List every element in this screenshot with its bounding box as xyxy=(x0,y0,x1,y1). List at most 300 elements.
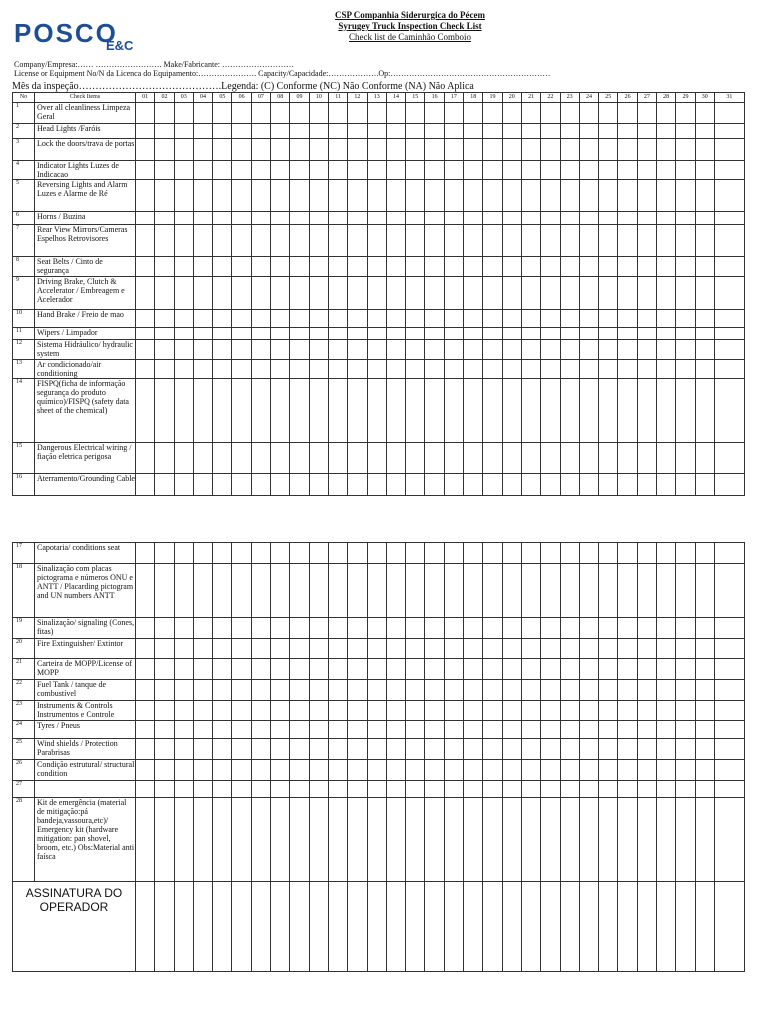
day-check-cell[interactable] xyxy=(290,360,309,379)
day-check-cell[interactable] xyxy=(599,721,618,739)
day-check-cell[interactable] xyxy=(618,360,637,379)
day-check-cell[interactable] xyxy=(367,543,386,564)
day-check-cell[interactable] xyxy=(579,257,598,277)
day-check-cell[interactable] xyxy=(560,781,579,798)
day-check-cell[interactable] xyxy=(579,379,598,443)
day-check-cell[interactable] xyxy=(271,680,290,701)
day-check-cell[interactable] xyxy=(502,360,521,379)
signature-cell[interactable] xyxy=(618,882,637,972)
day-check-cell[interactable] xyxy=(695,379,714,443)
day-check-cell[interactable] xyxy=(348,543,367,564)
day-check-cell[interactable] xyxy=(232,564,251,618)
day-check-cell[interactable] xyxy=(328,139,347,161)
day-check-cell[interactable] xyxy=(406,139,425,161)
day-check-cell[interactable] xyxy=(251,739,270,760)
day-check-cell[interactable] xyxy=(309,798,328,882)
day-check-cell[interactable] xyxy=(579,659,598,680)
day-check-cell[interactable] xyxy=(271,760,290,781)
day-check-cell[interactable] xyxy=(309,360,328,379)
day-check-cell[interactable] xyxy=(136,124,155,139)
day-check-cell[interactable] xyxy=(676,781,695,798)
day-check-cell[interactable] xyxy=(367,781,386,798)
day-check-cell[interactable] xyxy=(425,739,444,760)
day-check-cell[interactable] xyxy=(213,639,232,659)
day-check-cell[interactable] xyxy=(637,781,656,798)
day-check-cell[interactable] xyxy=(155,781,174,798)
day-check-cell[interactable] xyxy=(386,340,405,360)
day-check-cell[interactable] xyxy=(425,798,444,882)
day-check-cell[interactable] xyxy=(232,739,251,760)
day-check-cell[interactable] xyxy=(348,360,367,379)
day-check-cell[interactable] xyxy=(502,328,521,340)
day-check-cell[interactable] xyxy=(444,639,463,659)
day-check-cell[interactable] xyxy=(251,618,270,639)
day-check-cell[interactable] xyxy=(309,781,328,798)
day-check-cell[interactable] xyxy=(348,701,367,721)
signature-cell[interactable] xyxy=(521,882,540,972)
day-check-cell[interactable] xyxy=(328,257,347,277)
day-check-cell[interactable] xyxy=(444,659,463,680)
day-check-cell[interactable] xyxy=(599,618,618,639)
day-check-cell[interactable] xyxy=(541,564,560,618)
day-check-cell[interactable] xyxy=(174,680,193,701)
day-check-cell[interactable] xyxy=(155,328,174,340)
day-check-cell[interactable] xyxy=(657,618,676,639)
day-check-cell[interactable] xyxy=(502,161,521,180)
day-check-cell[interactable] xyxy=(213,680,232,701)
day-check-cell[interactable] xyxy=(213,225,232,257)
day-check-cell[interactable] xyxy=(541,798,560,882)
day-check-cell[interactable] xyxy=(637,760,656,781)
day-check-cell[interactable] xyxy=(579,680,598,701)
day-check-cell[interactable] xyxy=(444,721,463,739)
day-check-cell[interactable] xyxy=(348,639,367,659)
day-check-cell[interactable] xyxy=(193,639,212,659)
day-check-cell[interactable] xyxy=(155,659,174,680)
day-check-cell[interactable] xyxy=(695,257,714,277)
day-check-cell[interactable] xyxy=(174,781,193,798)
day-check-cell[interactable] xyxy=(560,328,579,340)
day-check-cell[interactable] xyxy=(290,564,309,618)
day-check-cell[interactable] xyxy=(155,701,174,721)
day-check-cell[interactable] xyxy=(174,257,193,277)
day-check-cell[interactable] xyxy=(579,618,598,639)
day-check-cell[interactable] xyxy=(637,225,656,257)
day-check-cell[interactable] xyxy=(579,721,598,739)
day-check-cell[interactable] xyxy=(348,310,367,328)
day-check-cell[interactable] xyxy=(386,225,405,257)
day-check-cell[interactable] xyxy=(676,124,695,139)
day-check-cell[interactable] xyxy=(599,103,618,124)
day-check-cell[interactable] xyxy=(348,443,367,474)
day-check-cell[interactable] xyxy=(193,701,212,721)
day-check-cell[interactable] xyxy=(714,680,744,701)
day-check-cell[interactable] xyxy=(193,103,212,124)
day-check-cell[interactable] xyxy=(676,212,695,225)
day-check-cell[interactable] xyxy=(599,474,618,496)
day-check-cell[interactable] xyxy=(579,103,598,124)
day-check-cell[interactable] xyxy=(251,659,270,680)
day-check-cell[interactable] xyxy=(406,701,425,721)
day-check-cell[interactable] xyxy=(406,680,425,701)
day-check-cell[interactable] xyxy=(309,124,328,139)
day-check-cell[interactable] xyxy=(714,103,744,124)
day-check-cell[interactable] xyxy=(483,225,502,257)
day-check-cell[interactable] xyxy=(309,161,328,180)
day-check-cell[interactable] xyxy=(232,781,251,798)
day-check-cell[interactable] xyxy=(502,739,521,760)
day-check-cell[interactable] xyxy=(232,124,251,139)
day-check-cell[interactable] xyxy=(136,760,155,781)
day-check-cell[interactable] xyxy=(464,212,483,225)
day-check-cell[interactable] xyxy=(328,701,347,721)
day-check-cell[interactable] xyxy=(483,379,502,443)
day-check-cell[interactable] xyxy=(464,474,483,496)
day-check-cell[interactable] xyxy=(348,328,367,340)
day-check-cell[interactable] xyxy=(483,474,502,496)
day-check-cell[interactable] xyxy=(136,257,155,277)
day-check-cell[interactable] xyxy=(579,124,598,139)
day-check-cell[interactable] xyxy=(444,340,463,360)
day-check-cell[interactable] xyxy=(502,701,521,721)
day-check-cell[interactable] xyxy=(193,139,212,161)
day-check-cell[interactable] xyxy=(348,139,367,161)
day-check-cell[interactable] xyxy=(657,212,676,225)
day-check-cell[interactable] xyxy=(521,212,540,225)
day-check-cell[interactable] xyxy=(232,701,251,721)
day-check-cell[interactable] xyxy=(618,701,637,721)
day-check-cell[interactable] xyxy=(502,760,521,781)
day-check-cell[interactable] xyxy=(213,212,232,225)
day-check-cell[interactable] xyxy=(483,618,502,639)
signature-cell[interactable] xyxy=(406,882,425,972)
day-check-cell[interactable] xyxy=(328,781,347,798)
day-check-cell[interactable] xyxy=(174,379,193,443)
day-check-cell[interactable] xyxy=(541,659,560,680)
day-check-cell[interactable] xyxy=(193,474,212,496)
day-check-cell[interactable] xyxy=(271,739,290,760)
day-check-cell[interactable] xyxy=(406,721,425,739)
day-check-cell[interactable] xyxy=(541,443,560,474)
day-check-cell[interactable] xyxy=(502,781,521,798)
day-check-cell[interactable] xyxy=(155,310,174,328)
day-check-cell[interactable] xyxy=(309,103,328,124)
day-check-cell[interactable] xyxy=(136,310,155,328)
day-check-cell[interactable] xyxy=(560,379,579,443)
day-check-cell[interactable] xyxy=(251,543,270,564)
day-check-cell[interactable] xyxy=(637,360,656,379)
day-check-cell[interactable] xyxy=(483,310,502,328)
day-check-cell[interactable] xyxy=(464,180,483,212)
signature-cell[interactable] xyxy=(714,882,744,972)
day-check-cell[interactable] xyxy=(676,139,695,161)
day-check-cell[interactable] xyxy=(714,798,744,882)
day-check-cell[interactable] xyxy=(213,474,232,496)
day-check-cell[interactable] xyxy=(676,798,695,882)
day-check-cell[interactable] xyxy=(502,277,521,310)
day-check-cell[interactable] xyxy=(464,659,483,680)
day-check-cell[interactable] xyxy=(502,543,521,564)
day-check-cell[interactable] xyxy=(676,180,695,212)
day-check-cell[interactable] xyxy=(444,328,463,340)
day-check-cell[interactable] xyxy=(251,257,270,277)
day-check-cell[interactable] xyxy=(367,139,386,161)
day-check-cell[interactable] xyxy=(271,360,290,379)
day-check-cell[interactable] xyxy=(599,639,618,659)
day-check-cell[interactable] xyxy=(213,257,232,277)
day-check-cell[interactable] xyxy=(348,161,367,180)
day-check-cell[interactable] xyxy=(309,212,328,225)
day-check-cell[interactable] xyxy=(290,443,309,474)
day-check-cell[interactable] xyxy=(676,328,695,340)
day-check-cell[interactable] xyxy=(599,225,618,257)
day-check-cell[interactable] xyxy=(599,340,618,360)
day-check-cell[interactable] xyxy=(386,139,405,161)
day-check-cell[interactable] xyxy=(425,618,444,639)
day-check-cell[interactable] xyxy=(521,798,540,882)
day-check-cell[interactable] xyxy=(425,721,444,739)
day-check-cell[interactable] xyxy=(425,701,444,721)
day-check-cell[interactable] xyxy=(502,618,521,639)
day-check-cell[interactable] xyxy=(251,639,270,659)
day-check-cell[interactable] xyxy=(271,781,290,798)
day-check-cell[interactable] xyxy=(328,328,347,340)
day-check-cell[interactable] xyxy=(367,639,386,659)
day-check-cell[interactable] xyxy=(579,781,598,798)
day-check-cell[interactable] xyxy=(328,564,347,618)
day-check-cell[interactable] xyxy=(328,212,347,225)
day-check-cell[interactable] xyxy=(618,161,637,180)
day-check-cell[interactable] xyxy=(155,739,174,760)
day-check-cell[interactable] xyxy=(193,543,212,564)
day-check-cell[interactable] xyxy=(676,161,695,180)
day-check-cell[interactable] xyxy=(328,474,347,496)
day-check-cell[interactable] xyxy=(425,180,444,212)
signature-cell[interactable] xyxy=(309,882,328,972)
day-check-cell[interactable] xyxy=(521,543,540,564)
day-check-cell[interactable] xyxy=(290,639,309,659)
day-check-cell[interactable] xyxy=(367,443,386,474)
day-check-cell[interactable] xyxy=(232,639,251,659)
day-check-cell[interactable] xyxy=(386,180,405,212)
day-check-cell[interactable] xyxy=(714,639,744,659)
day-check-cell[interactable] xyxy=(348,618,367,639)
day-check-cell[interactable] xyxy=(502,225,521,257)
day-check-cell[interactable] xyxy=(657,139,676,161)
day-check-cell[interactable] xyxy=(483,721,502,739)
day-check-cell[interactable] xyxy=(136,543,155,564)
day-check-cell[interactable] xyxy=(714,340,744,360)
day-check-cell[interactable] xyxy=(425,781,444,798)
license-capacity-line[interactable]: License or Equipment No/N da Licenca do Equipamento:…………………. Capacity/Capacidade:……………….Op:…………………………………………………… xyxy=(14,69,551,78)
signature-cell[interactable] xyxy=(328,882,347,972)
day-check-cell[interactable] xyxy=(193,161,212,180)
day-check-cell[interactable] xyxy=(193,225,212,257)
day-check-cell[interactable] xyxy=(676,103,695,124)
day-check-cell[interactable] xyxy=(464,310,483,328)
day-check-cell[interactable] xyxy=(193,564,212,618)
day-check-cell[interactable] xyxy=(213,310,232,328)
day-check-cell[interactable] xyxy=(483,124,502,139)
day-check-cell[interactable] xyxy=(637,180,656,212)
day-check-cell[interactable] xyxy=(367,328,386,340)
day-check-cell[interactable] xyxy=(560,139,579,161)
day-check-cell[interactable] xyxy=(695,180,714,212)
day-check-cell[interactable] xyxy=(483,701,502,721)
day-check-cell[interactable] xyxy=(521,360,540,379)
day-check-cell[interactable] xyxy=(367,659,386,680)
day-check-cell[interactable] xyxy=(348,180,367,212)
day-check-cell[interactable] xyxy=(444,379,463,443)
day-check-cell[interactable] xyxy=(174,212,193,225)
day-check-cell[interactable] xyxy=(618,180,637,212)
day-check-cell[interactable] xyxy=(618,257,637,277)
day-check-cell[interactable] xyxy=(541,639,560,659)
day-check-cell[interactable] xyxy=(618,124,637,139)
day-check-cell[interactable] xyxy=(521,139,540,161)
day-check-cell[interactable] xyxy=(560,360,579,379)
day-check-cell[interactable] xyxy=(309,328,328,340)
day-check-cell[interactable] xyxy=(290,701,309,721)
day-check-cell[interactable] xyxy=(521,564,540,618)
day-check-cell[interactable] xyxy=(425,212,444,225)
day-check-cell[interactable] xyxy=(367,474,386,496)
day-check-cell[interactable] xyxy=(290,618,309,639)
day-check-cell[interactable] xyxy=(367,225,386,257)
day-check-cell[interactable] xyxy=(425,257,444,277)
day-check-cell[interactable] xyxy=(136,701,155,721)
signature-cell[interactable] xyxy=(579,882,598,972)
day-check-cell[interactable] xyxy=(425,277,444,310)
day-check-cell[interactable] xyxy=(444,139,463,161)
day-check-cell[interactable] xyxy=(406,340,425,360)
day-check-cell[interactable] xyxy=(657,739,676,760)
signature-cell[interactable] xyxy=(502,882,521,972)
signature-cell[interactable] xyxy=(637,882,656,972)
day-check-cell[interactable] xyxy=(657,639,676,659)
day-check-cell[interactable] xyxy=(521,739,540,760)
day-check-cell[interactable] xyxy=(406,257,425,277)
day-check-cell[interactable] xyxy=(657,310,676,328)
day-check-cell[interactable] xyxy=(541,310,560,328)
day-check-cell[interactable] xyxy=(386,161,405,180)
day-check-cell[interactable] xyxy=(386,257,405,277)
day-check-cell[interactable] xyxy=(444,701,463,721)
day-check-cell[interactable] xyxy=(271,701,290,721)
day-check-cell[interactable] xyxy=(155,798,174,882)
day-check-cell[interactable] xyxy=(425,310,444,328)
day-check-cell[interactable] xyxy=(309,680,328,701)
day-check-cell[interactable] xyxy=(290,379,309,443)
day-check-cell[interactable] xyxy=(136,212,155,225)
day-check-cell[interactable] xyxy=(367,257,386,277)
day-check-cell[interactable] xyxy=(483,360,502,379)
day-check-cell[interactable] xyxy=(541,618,560,639)
day-check-cell[interactable] xyxy=(521,701,540,721)
day-check-cell[interactable] xyxy=(464,680,483,701)
day-check-cell[interactable] xyxy=(386,212,405,225)
day-check-cell[interactable] xyxy=(251,277,270,310)
day-check-cell[interactable] xyxy=(560,659,579,680)
day-check-cell[interactable] xyxy=(560,161,579,180)
day-check-cell[interactable] xyxy=(599,781,618,798)
day-check-cell[interactable] xyxy=(174,161,193,180)
day-check-cell[interactable] xyxy=(193,760,212,781)
day-check-cell[interactable] xyxy=(213,760,232,781)
day-check-cell[interactable] xyxy=(174,639,193,659)
day-check-cell[interactable] xyxy=(348,212,367,225)
day-check-cell[interactable] xyxy=(136,180,155,212)
day-check-cell[interactable] xyxy=(309,618,328,639)
day-check-cell[interactable] xyxy=(328,721,347,739)
day-check-cell[interactable] xyxy=(521,379,540,443)
day-check-cell[interactable] xyxy=(386,639,405,659)
day-check-cell[interactable] xyxy=(290,257,309,277)
day-check-cell[interactable] xyxy=(232,277,251,310)
day-check-cell[interactable] xyxy=(521,680,540,701)
day-check-cell[interactable] xyxy=(425,124,444,139)
day-check-cell[interactable] xyxy=(406,180,425,212)
signature-cell[interactable] xyxy=(136,882,155,972)
day-check-cell[interactable] xyxy=(676,379,695,443)
day-check-cell[interactable] xyxy=(174,180,193,212)
day-check-cell[interactable] xyxy=(328,798,347,882)
day-check-cell[interactable] xyxy=(290,225,309,257)
day-check-cell[interactable] xyxy=(695,781,714,798)
day-check-cell[interactable] xyxy=(386,721,405,739)
day-check-cell[interactable] xyxy=(232,379,251,443)
signature-cell[interactable] xyxy=(483,882,502,972)
day-check-cell[interactable] xyxy=(251,225,270,257)
day-check-cell[interactable] xyxy=(714,124,744,139)
day-check-cell[interactable] xyxy=(367,680,386,701)
day-check-cell[interactable] xyxy=(444,103,463,124)
day-check-cell[interactable] xyxy=(695,701,714,721)
day-check-cell[interactable] xyxy=(232,360,251,379)
day-check-cell[interactable] xyxy=(406,124,425,139)
day-check-cell[interactable] xyxy=(193,781,212,798)
day-check-cell[interactable] xyxy=(695,103,714,124)
day-check-cell[interactable] xyxy=(406,618,425,639)
day-check-cell[interactable] xyxy=(348,277,367,310)
day-check-cell[interactable] xyxy=(618,443,637,474)
day-check-cell[interactable] xyxy=(251,474,270,496)
day-check-cell[interactable] xyxy=(309,340,328,360)
day-check-cell[interactable] xyxy=(309,474,328,496)
day-check-cell[interactable] xyxy=(386,701,405,721)
day-check-cell[interactable] xyxy=(541,701,560,721)
day-check-cell[interactable] xyxy=(599,543,618,564)
day-check-cell[interactable] xyxy=(193,379,212,443)
day-check-cell[interactable] xyxy=(560,798,579,882)
day-check-cell[interactable] xyxy=(541,721,560,739)
day-check-cell[interactable] xyxy=(579,543,598,564)
day-check-cell[interactable] xyxy=(637,139,656,161)
day-check-cell[interactable] xyxy=(174,543,193,564)
day-check-cell[interactable] xyxy=(174,340,193,360)
day-check-cell[interactable] xyxy=(251,139,270,161)
day-check-cell[interactable] xyxy=(560,474,579,496)
day-check-cell[interactable] xyxy=(714,659,744,680)
day-check-cell[interactable] xyxy=(348,781,367,798)
day-check-cell[interactable] xyxy=(579,212,598,225)
day-check-cell[interactable] xyxy=(657,225,676,257)
day-check-cell[interactable] xyxy=(425,328,444,340)
day-check-cell[interactable] xyxy=(251,379,270,443)
day-check-cell[interactable] xyxy=(136,379,155,443)
day-check-cell[interactable] xyxy=(618,225,637,257)
day-check-cell[interactable] xyxy=(579,474,598,496)
